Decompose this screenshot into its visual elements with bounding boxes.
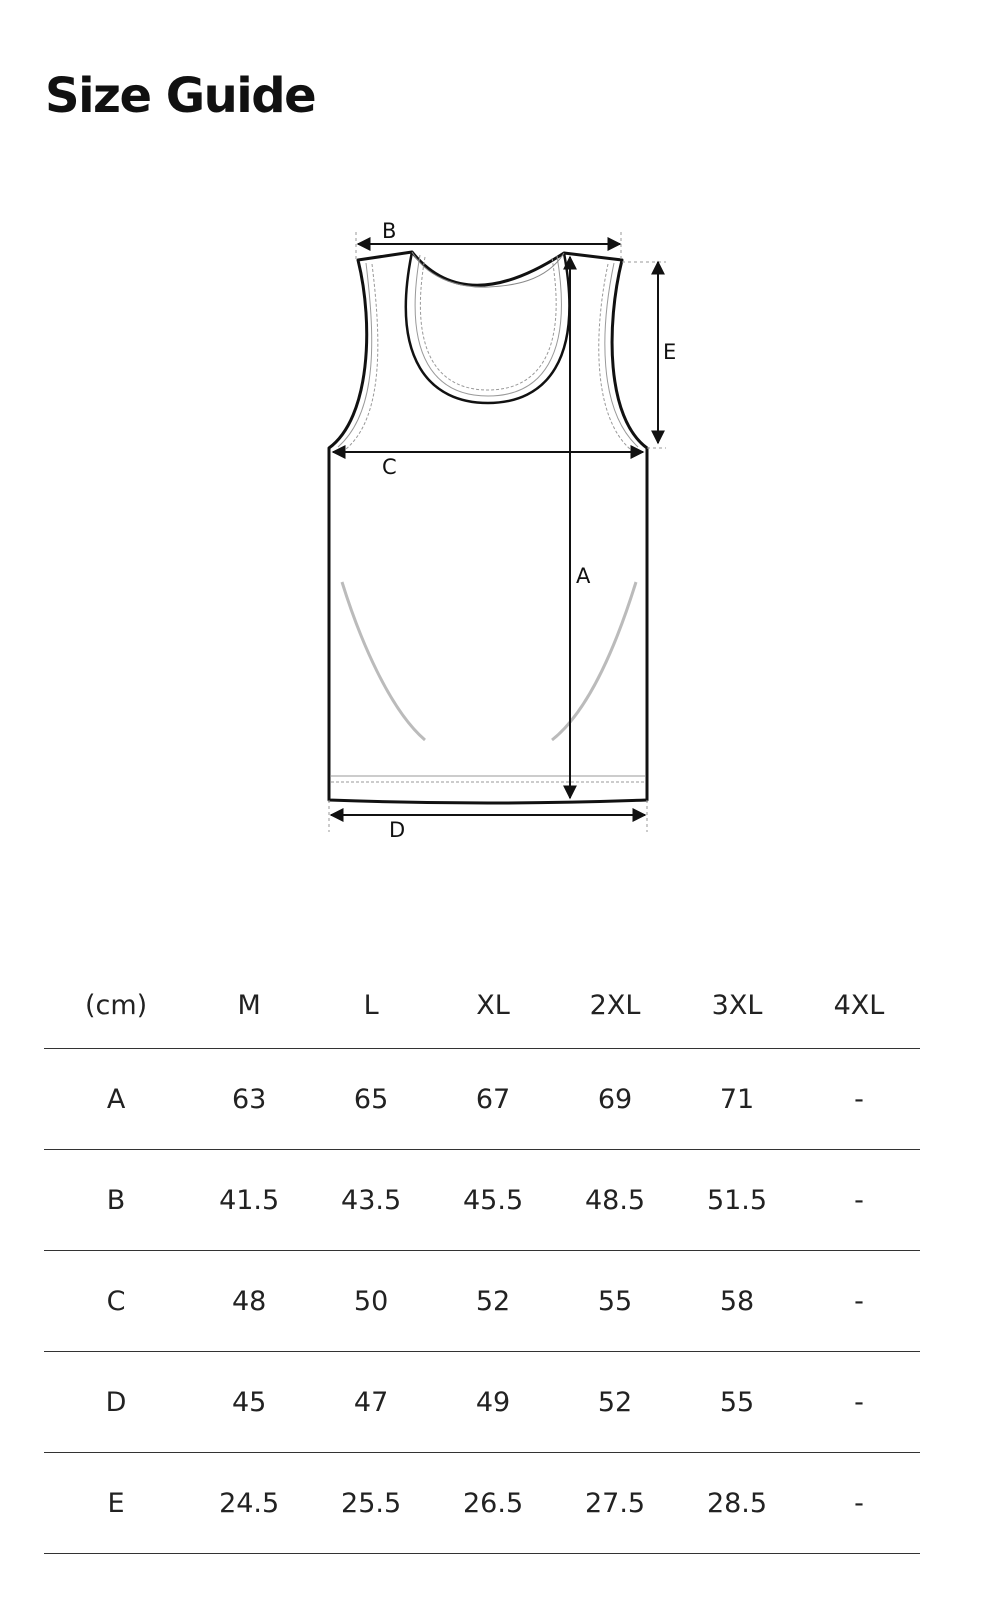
- table-cell: 45: [188, 1352, 310, 1453]
- table-cell: 71: [676, 1049, 798, 1150]
- table-cell: -: [798, 1251, 920, 1352]
- row-label: E: [44, 1453, 188, 1554]
- size-header-row: [44, 990, 920, 1049]
- table-cell: 47: [310, 1352, 432, 1453]
- table-cell: 26.5: [432, 1453, 554, 1554]
- table-cell: 45.5: [432, 1150, 554, 1251]
- table-cell: -: [798, 1352, 920, 1453]
- table-cell: -: [798, 1150, 920, 1251]
- table-cell: 63: [188, 1049, 310, 1150]
- table-row: [44, 1251, 920, 1352]
- row-label: D: [44, 1352, 188, 1453]
- table-cell: 41.5: [188, 1150, 310, 1251]
- tank-top-measurement-icon: [300, 210, 720, 870]
- size-header: L: [310, 990, 432, 1049]
- table-cell: 52: [554, 1352, 676, 1453]
- table-cell: 27.5: [554, 1453, 676, 1554]
- table-cell: 55: [676, 1352, 798, 1453]
- row-label: A: [44, 1049, 188, 1150]
- size-header: 3XL: [676, 990, 798, 1049]
- table-cell: 49: [432, 1352, 554, 1453]
- table-cell: 67: [432, 1049, 554, 1150]
- measure-c-label: C: [382, 455, 397, 479]
- table-cell: 58: [676, 1251, 798, 1352]
- table-cell: 48.5: [554, 1150, 676, 1251]
- size-header: 2XL: [554, 990, 676, 1049]
- table-cell: 51.5: [676, 1150, 798, 1251]
- table-cell: 50: [310, 1251, 432, 1352]
- measure-d-label: D: [389, 818, 406, 842]
- table-cell: 52: [432, 1251, 554, 1352]
- measure-b-label: B: [382, 219, 397, 243]
- table-row: [44, 1352, 920, 1453]
- size-table: [44, 990, 920, 1554]
- size-header: XL: [432, 990, 554, 1049]
- table-cell: 55: [554, 1251, 676, 1352]
- unit-header: (cm): [44, 990, 188, 1049]
- table-cell: 28.5: [676, 1453, 798, 1554]
- tank-top-diagram: [300, 210, 720, 870]
- table-cell: -: [798, 1049, 920, 1150]
- table-cell: 25.5: [310, 1453, 432, 1554]
- table-cell: -: [798, 1453, 920, 1554]
- size-header: 4XL: [798, 990, 920, 1049]
- table-row: [44, 1150, 920, 1251]
- table-cell: 69: [554, 1049, 676, 1150]
- table-cell: 65: [310, 1049, 432, 1150]
- table-cell: 43.5: [310, 1150, 432, 1251]
- table-cell: 48: [188, 1251, 310, 1352]
- measure-e-label: E: [663, 340, 677, 364]
- measure-a-label: A: [576, 564, 591, 588]
- table-cell: 24.5: [188, 1453, 310, 1554]
- page-title: Size Guide: [45, 68, 316, 124]
- row-label: C: [44, 1251, 188, 1352]
- table-row: [44, 1049, 920, 1150]
- row-label: B: [44, 1150, 188, 1251]
- size-header: M: [188, 990, 310, 1049]
- table-row: [44, 1453, 920, 1554]
